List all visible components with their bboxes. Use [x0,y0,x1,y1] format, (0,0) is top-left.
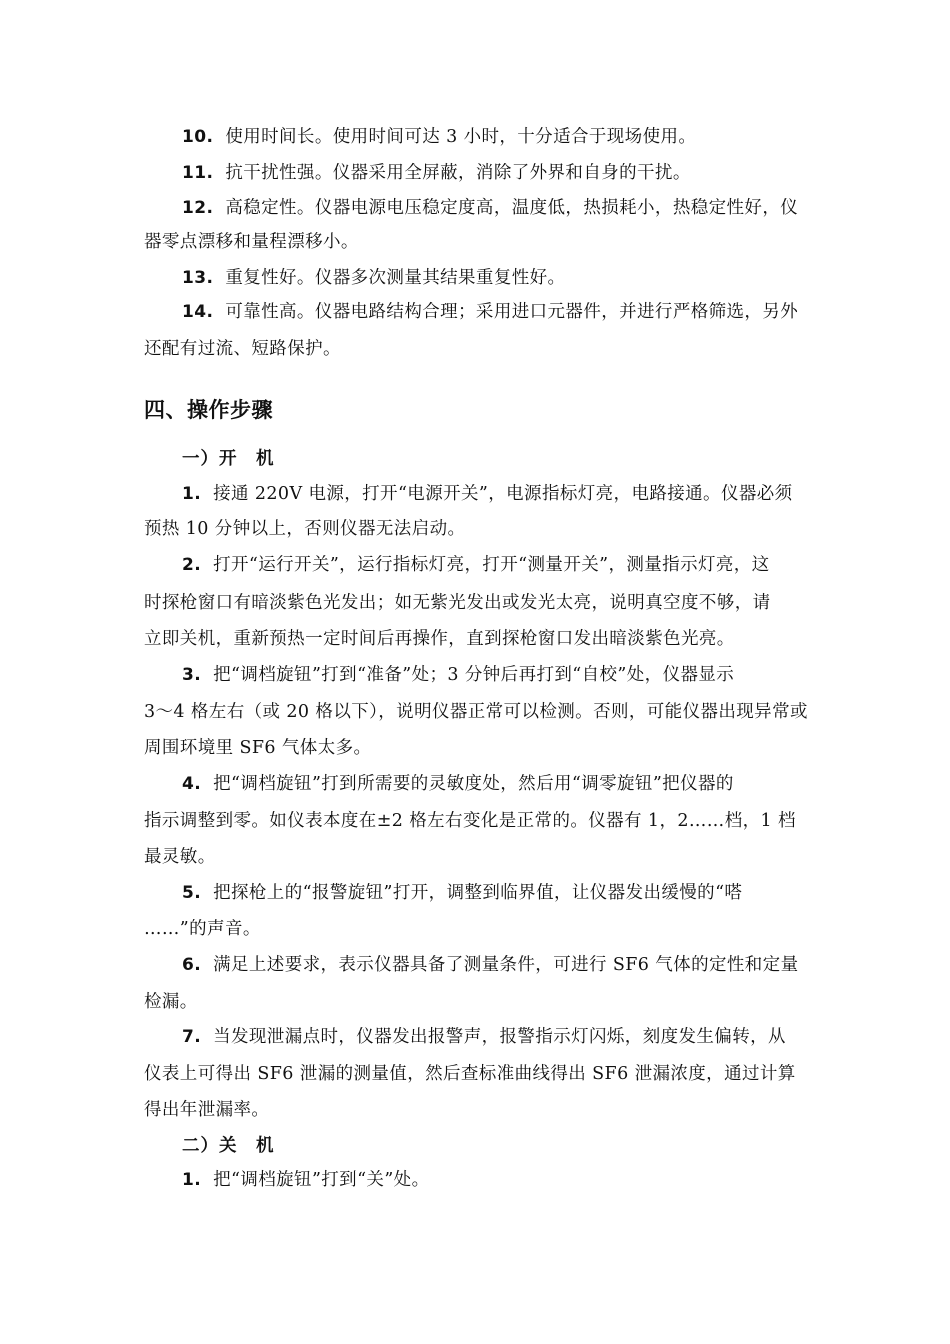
item-text: 使用时间长。使用时间可达 3 小时，十分适合于现场使用。 [225,127,697,147]
startup-step-7 [182,1025,786,1049]
item-number: 11. [182,163,214,183]
step-number: 5. [182,883,202,903]
step-number: 1. [182,484,202,504]
section-heading: 四、操作步骤 [144,398,273,422]
item-text: 可靠性高。仪器电路结构合理；采用进口元器件，并进行严格筛选，另外 [225,302,799,322]
step-number: 4. [182,774,202,794]
item-number: 10. [182,127,214,147]
startup-step-4-continued-2: 最灵敏。 [144,847,216,867]
startup-step-6 [182,953,798,977]
startup-step-4 [182,772,734,796]
step-number: 7. [182,1027,202,1047]
step-text: 接通 220V 电源，打开“电源开关”，电源指标灯亮，电路接通。仪器必须 [213,484,793,504]
step-text: 当发现泄漏点时，仪器发出报警声，报警指示灯闪烁，刻度发生偏转，从 [213,1027,786,1047]
startup-step-3 [182,663,734,687]
item-text: 重复性好。仪器多次测量其结果重复性好。 [225,268,566,288]
startup-step-6-continued: 检漏。 [144,992,198,1012]
item-text: 抗干扰性强。仪器采用全屏蔽，消除了外界和自身的干扰。 [225,163,691,183]
step-text: 把探枪上的“报警旋钮”打开，调整到临界值，让仪器发出缓慢的“嗒 [213,883,743,903]
startup-step-7-continued-2: 得出年泄漏率。 [144,1100,270,1120]
step-number: 6. [182,955,202,975]
feature-item-14-continued: 还配有过流、短路保护。 [144,339,341,359]
step-number: 1. [182,1170,202,1190]
startup-step-4-continued: 指示调整到零。如仪表本度在±2 格左右变化是正常的。仪器有 1，2……档，1 档 [144,811,796,831]
startup-step-1 [182,482,793,506]
feature-item-13 [182,266,565,290]
item-text: 高稳定性。仪器电源电压稳定度高，温度低，热损耗小，热稳定性好，仪 [225,198,799,218]
step-number: 3. [182,665,202,685]
startup-step-7-continued: 仪表上可得出 SF6 泄漏的测量值，然后查标准曲线得出 SF6 泄漏浓度，通过计算 [144,1064,796,1084]
shutdown-subheading: 二）关 机 [182,1136,275,1156]
startup-step-2-continued-2: 立即关机，重新预热一定时间后再操作，直到探枪窗口发出暗淡紫色光亮。 [144,629,735,649]
step-text: 打开“运行开关”，运行指标灯亮，打开“测量开关”，测量指示灯亮，这 [213,555,770,575]
startup-subheading: 一）开 机 [182,449,275,469]
startup-step-1-continued: 预热 10 分钟以上，否则仪器无法启动。 [144,519,466,539]
startup-step-5 [182,881,742,905]
item-number: 13. [182,268,214,288]
feature-item-12 [182,196,798,220]
item-number: 14. [182,302,214,322]
feature-item-12-continued: 器零点漂移和量程漂移小。 [144,232,359,252]
step-text: 把“调档旋钮”打到所需要的灵敏度处，然后用“调零旋钮”把仪器的 [213,774,734,794]
step-number: 2. [182,555,202,575]
step-text: 把“调档旋钮”打到“关”处。 [213,1170,430,1190]
startup-step-2 [182,553,770,577]
feature-item-11 [182,161,691,185]
startup-step-5-continued: ……”的声音。 [144,919,261,939]
shutdown-step-1 [182,1168,429,1192]
startup-step-3-continued-2: 周围环境里 SF6 气体太多。 [144,738,372,758]
step-text: 满足上述要求，表示仪器具备了测量条件，可进行 SF6 气体的定性和定量 [213,955,799,975]
item-number: 12. [182,198,214,218]
feature-item-10 [182,125,696,149]
startup-step-2-continued: 时探枪窗口有暗淡紫色光发出；如无紫光发出或发光太亮，说明真空度不够，请 [144,593,771,613]
feature-item-14 [182,300,798,324]
step-text: 把“调档旋钮”打到“准备”处；3 分钟后再打到“自校”处，仪器显示 [213,665,735,685]
startup-step-3-continued: 3～4 格左右（或 20 格以下），说明仪器正常可以检测。否则，可能仪器出现异常或 [144,702,808,722]
